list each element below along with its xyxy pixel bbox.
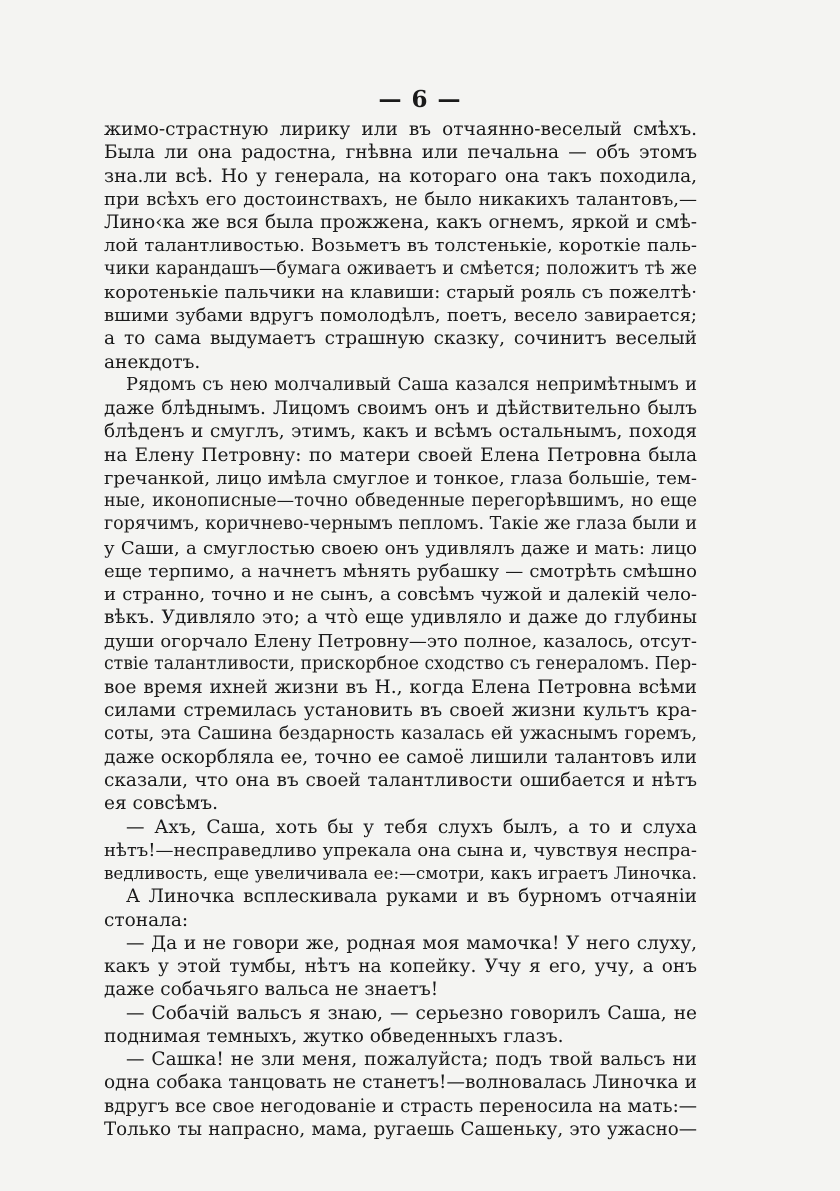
text-line: поднимая темныхъ, жутко обведенныхъ глазъ. — [104, 1025, 564, 1047]
text-line: ея совсѣмъ. — [104, 793, 218, 815]
text-line: лой талантливостью. Возьметъ въ толстенькіе, короткіе паль- — [104, 235, 697, 257]
text-line: а то сама выдумаетъ страшную сказку, сочинитъ веселый — [104, 328, 697, 350]
text-line: ствіе талантливости, прискорбное сходство съ генераломъ. Пер- — [104, 653, 697, 674]
text-line: вдругъ все свое негодованіе и страсть переносила на мать:— — [104, 1095, 697, 1117]
text-line: силами стремилась установить въ своей жизни культъ кра- — [104, 700, 697, 722]
text-line: чики карандашъ—бумага оживаетъ и смѣется; положитъ тѣ же — [104, 258, 697, 279]
text-line: даже блѣднымъ. Лицомъ своимъ онъ и дѣйствительно былъ — [104, 398, 697, 419]
text-line: ные, иконописные—точно обведенные перегорѣвшимъ, но еще — [104, 491, 697, 511]
text-line: — Сашка! не зли меня, пожалуйста; подъ твой вальсъ ни — [126, 1049, 697, 1070]
text-line: души огорчало Елену Петровну—это полное, казалось, отсут- — [104, 630, 697, 652]
text-line: — Ахъ, Саша, хоть бы у тебя слухъ былъ, а то и слуха — [126, 816, 697, 838]
text-line: анекдотъ. — [104, 351, 201, 373]
text-line: вшими зубами вдругъ помолодѣлъ, поетъ, весело завирается; — [104, 305, 697, 326]
text-line: блѣденъ и смуглъ, этимъ, какъ и всѣмъ остальнымъ, походя — [104, 421, 697, 443]
text-line: ведливость, еще увеличивала ее:—смотри, какъ играетъ Линочка. — [104, 863, 697, 883]
text-line: А Линочка всплескивала руками и въ бурномъ отчаяніи — [126, 886, 697, 908]
text-line: какъ у этой тумбы, нѣтъ на копейку. Учу я его, учу, а онъ — [104, 956, 697, 977]
text-line: — Да и не говори же, родная моя мамочка! У него слуху, — [126, 932, 697, 954]
text-line: коротенькіе пальчики на клавиши: старый рояль съ пожелтѣ· — [104, 281, 697, 303]
text-line: Лино‹ка же вся была прожжена, какъ огнемъ, яркой и смѣ- — [104, 212, 697, 233]
text-line: одна собака танцовать не станетъ!—волновалась Линочка и — [104, 1072, 697, 1094]
text-line: вѣкъ. Удивляло это; а что̀ еще удивляло и даже до глубины — [104, 607, 697, 629]
text-line: еще терпимо, а начнетъ мѣнять рубашку — смотрѣть смѣшно — [104, 560, 697, 582]
text-line: даже собачьяго вальса не знаетъ! — [104, 979, 439, 1001]
text-line: — Собачій вальсъ я знаю, — серьезно говорилъ Саша, не — [126, 1002, 697, 1024]
text-line: при всѣхъ его достоинствахъ, не было никакихъ талантовъ,— — [104, 188, 697, 210]
text-line: Рядомъ съ нею молчаливый Саша казался непримѣтнымъ и — [126, 374, 697, 395]
text-line: жимо-страстную лирику или въ отчаянно-веселый смѣхъ. — [104, 119, 697, 140]
body-text — [104, 118, 697, 1141]
text-line: и странно, точно и не сынъ, а совсѣмъ чужой и далекій чело- — [104, 584, 697, 605]
text-line: даже оскорбляла ее, точно ее самоё лишили талантовъ или — [104, 746, 697, 768]
text-line: Была ли она радостна, гнѣвна или печальна — объ этомъ — [104, 142, 697, 164]
text-line: Только ты напрасно, мама, ругаешь Сашеньку, это ужасно— — [104, 1118, 697, 1140]
text-line: на Елену Петровну: по матери своей Елена Петровна была — [104, 444, 697, 466]
text-line: гречанкой, лицо имѣла смуглое и тонкое, глаза большіе, тем- — [104, 467, 697, 489]
text-line: вое время ихней жизни въ Н., когда Елена Петровна всѣми — [104, 677, 697, 698]
text-line: у Саши, а смуглостью своею онъ удивлялъ даже и мать: лицо — [104, 537, 697, 559]
text-line: соты, эта Сашина бездарность казалась ей ужаснымъ горемъ, — [104, 723, 697, 744]
page-number: — 6 — — [378, 86, 462, 113]
text-line: стонала: — [104, 909, 189, 931]
text-line: зна.ли всѣ. Но у генерала, на котораго она такъ походила, — [104, 165, 697, 187]
text-line: сказали, что она въ своей талантливости ошибается и нѣтъ — [104, 770, 697, 791]
text-line: горячимъ, коричнево-чернымъ пепломъ. Такіе же глаза были и — [104, 514, 697, 535]
text-line: нѣтъ!—несправедливо упрекала она сына и, чувствуя неспра- — [104, 839, 697, 861]
